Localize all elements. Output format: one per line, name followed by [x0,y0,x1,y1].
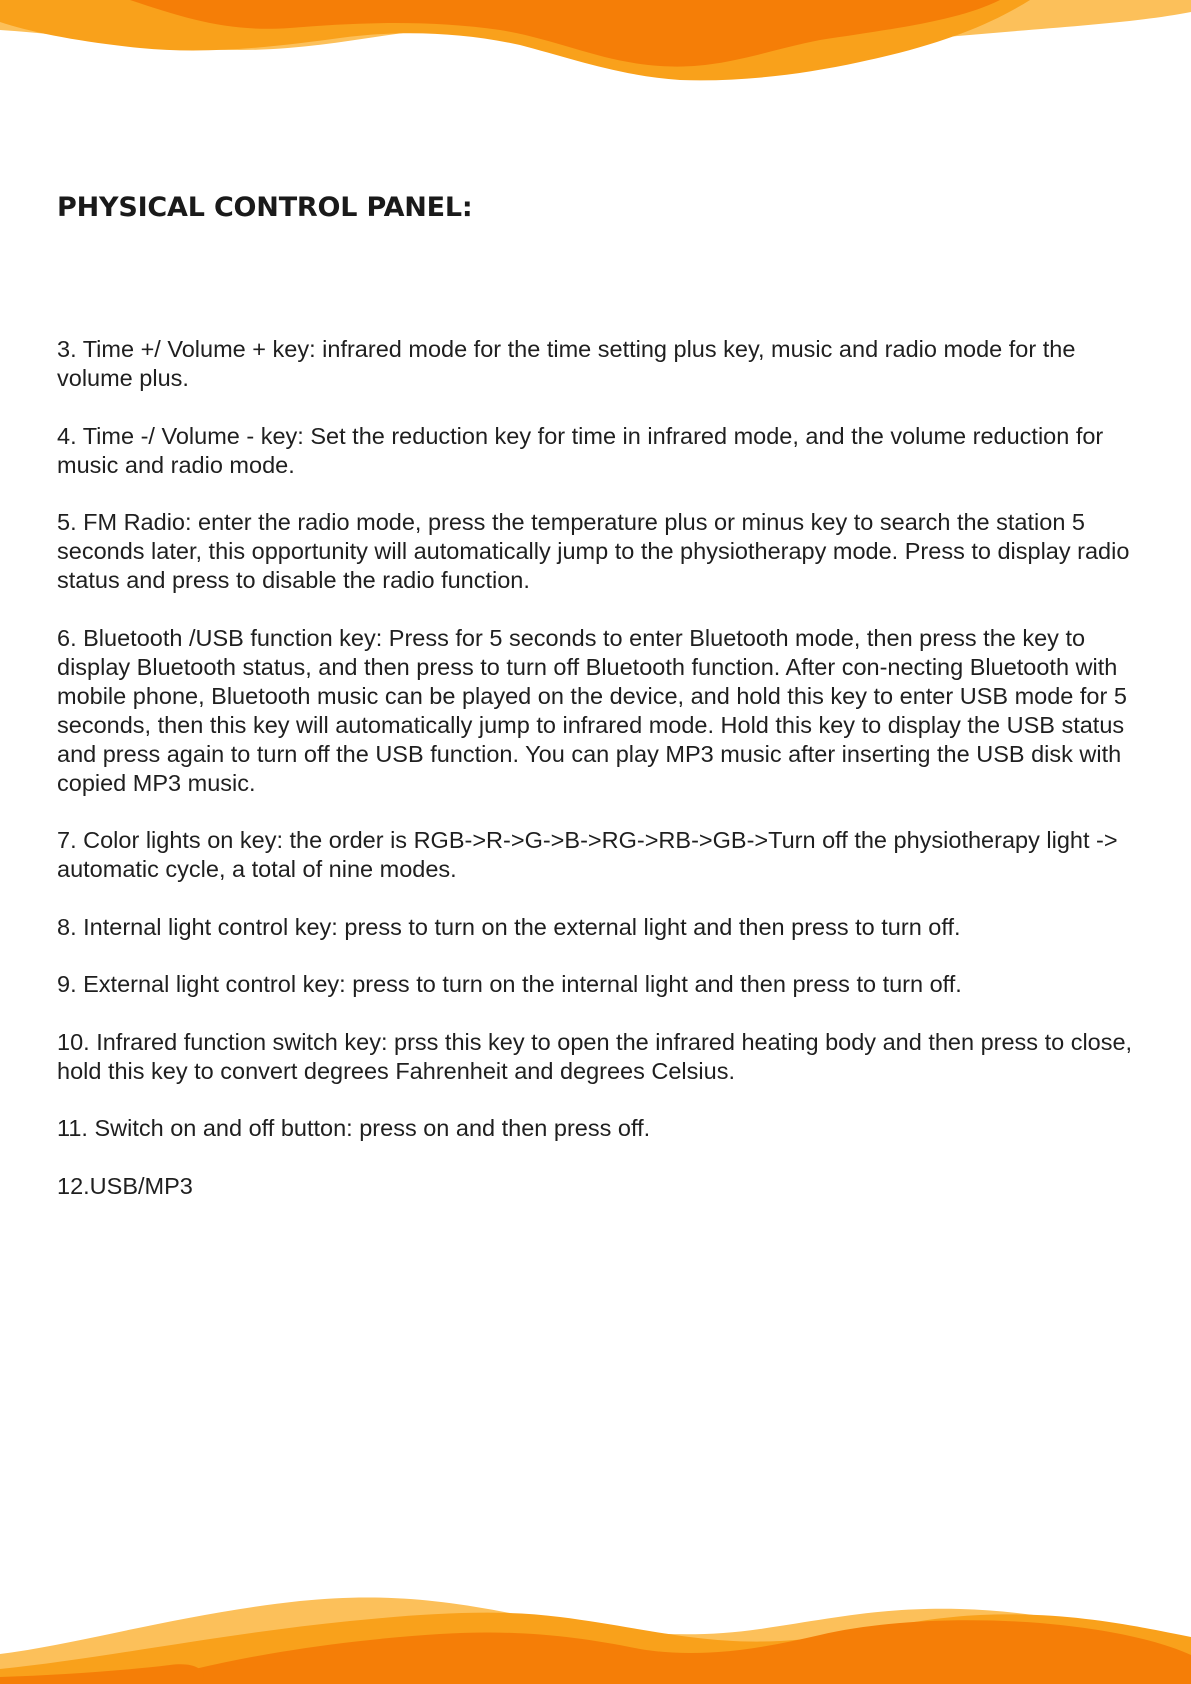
instruction-item-3: 3. Time +/ Volume + key: infrared mode for the time setting plus key, music and radio mode for the volume plus. [57,336,1076,391]
instruction-item-6: 6. Bluetooth /USB function key: Press for 5 seconds to enter Bluetooth mode, then press the key to display Bluetooth status, and then press to turn off Bluetooth function. After con-necting Bluetooth with mobile phone, Bluetooth music can be played on the device, and hold this key to enter USB mode for 5 seconds, then this key will automatically jump to infrared mode. Hold this key to display the USB status and press again to turn off the USB function. You can play MP3 music after inserting the USB disk with copied MP3 music. [57,624,1127,796]
page-title: PHYSICAL CONTROL PANEL: [57,192,473,223]
instruction-item-5: 5. FM Radio: enter the radio mode, press the temperature plus or minus key to search the station 5 seconds later, this opportunity will automatically jump to the physiotherapy mode. Press to display radio status and press to disable the radio function. [57,509,1130,593]
instruction-item-7: 7. Color lights on key: the order is RGB->R->G->B->RG->RB->GB->Turn off the physiotherapy light -> automatic cycle, a total of nine modes. [57,827,1118,882]
bottom-wave-decoration [0,1579,1191,1684]
instruction-item-10: 10. Infrared function switch key: prss this key to open the infrared heating body and then press to close, hold this key to convert degrees Fahrenheit and degrees Celsius. [57,1028,1133,1084]
instruction-item-8: 8. Internal light control key: press to turn on the external light and then press to turn off. [57,913,961,940]
instruction-item-12: 12.USB/MP3 [57,1172,193,1199]
instruction-item-9: 9. External light control key: press to turn on the internal light and then press to turn off. [57,971,962,997]
instruction-item-11: 11. Switch on and off button: press on and then press off. [57,1115,651,1141]
instruction-list [57,335,1142,1229]
instruction-item-4: 4. Time -/ Volume - key: Set the reduction key for time in infrared mode, and the volume reduction for music and radio mode. [57,422,1104,478]
top-wave-decoration [0,0,1191,90]
